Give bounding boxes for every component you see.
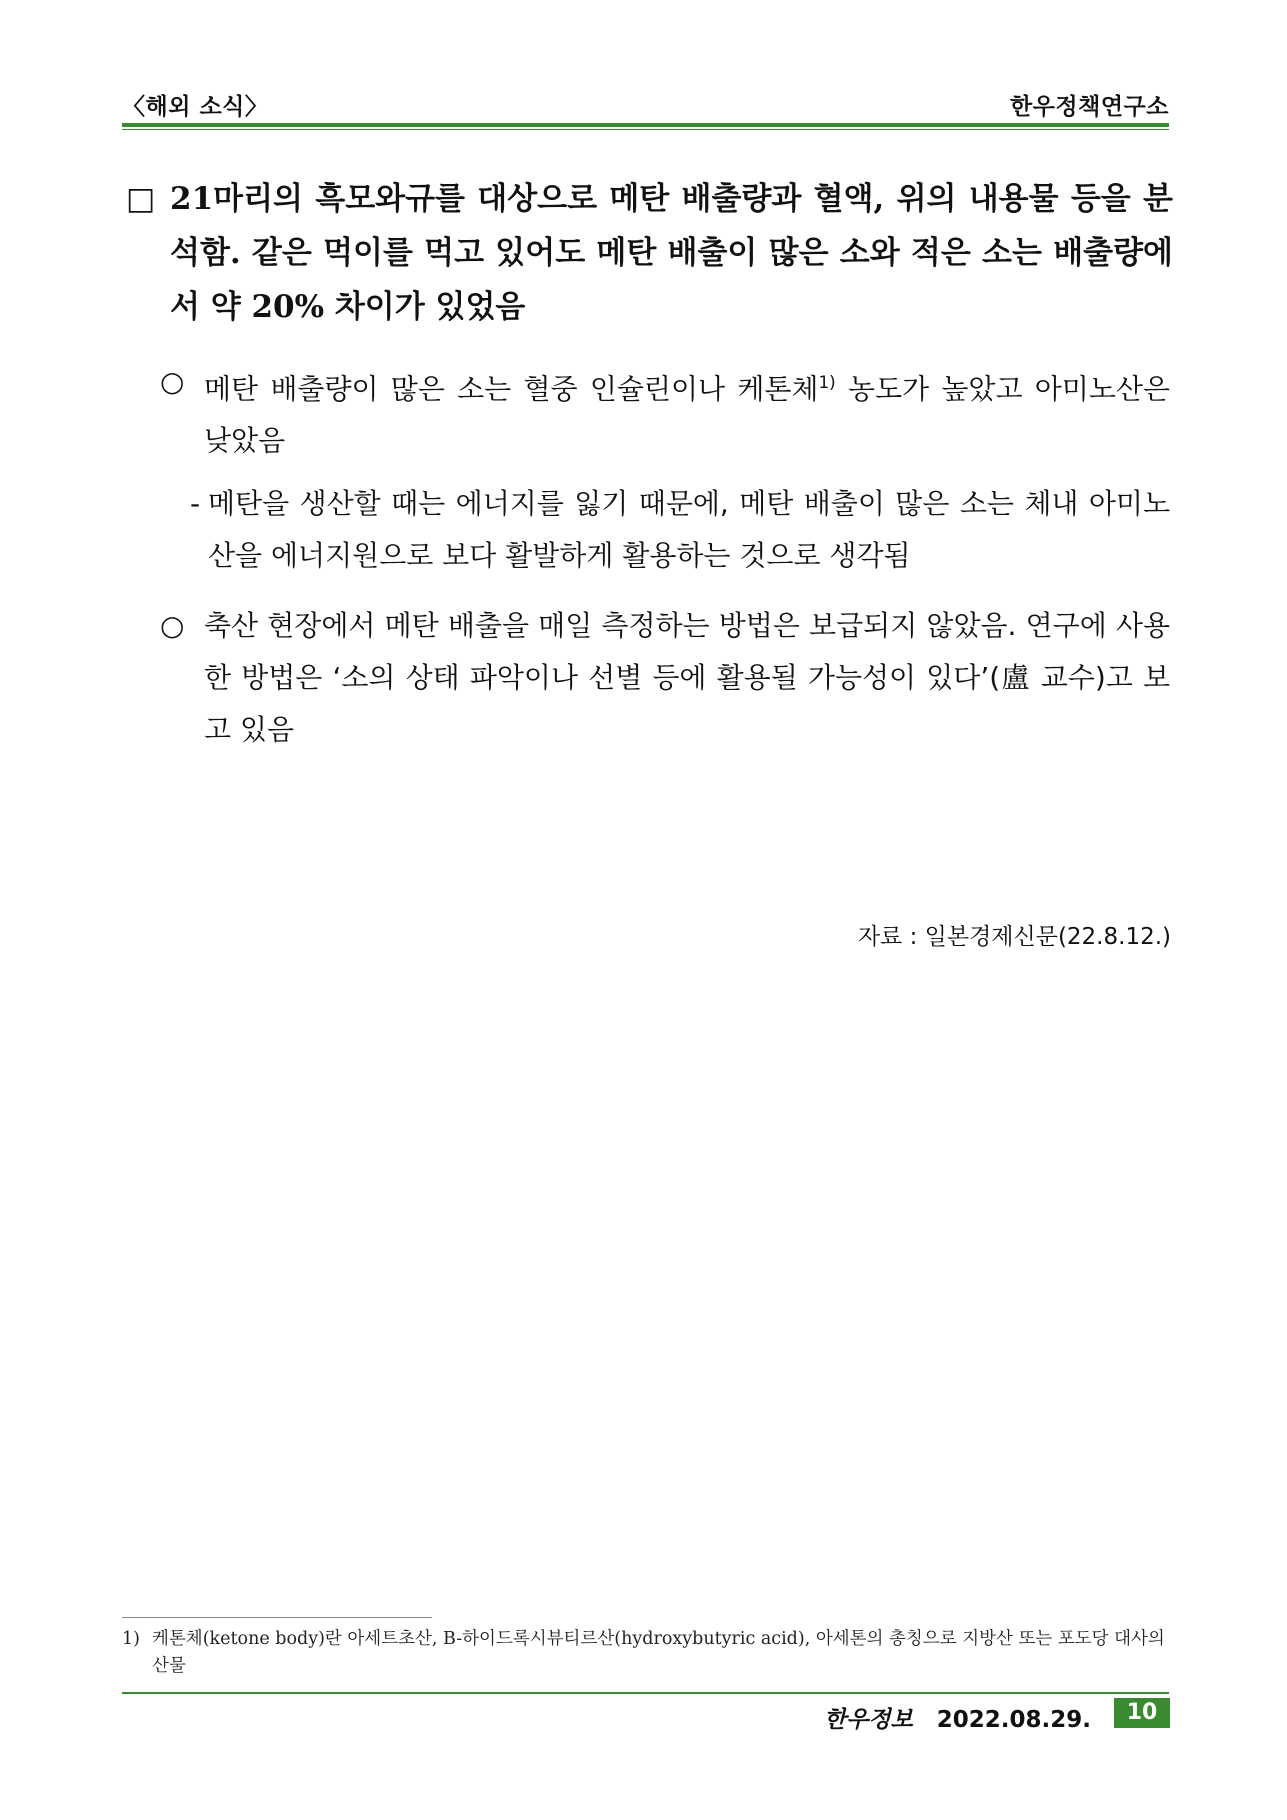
page-number: 10 xyxy=(1114,1698,1170,1728)
footnote-rule xyxy=(122,1617,432,1618)
footnote-text: 케톤체(ketone body)란 아세트초산, B-하이드록시뷰티르산(hydroxybutyric acid), 아세톤의 총칭으로 지방산 또는 포도당 대사의 산물 xyxy=(152,1629,1165,1676)
footer-rule xyxy=(122,1692,1169,1694)
dash-item-text: 메탄을 생산할 때는 에너지를 잃기 때문에, 메탄 배출이 많은 소는 체내 아미노산을 에너지원으로 보다 활발하게 활용하는 것으로 생각됨 xyxy=(208,487,1170,572)
main-bullet-text: 21마리의 흑모와규를 대상으로 메탄 배출량과 혈액, 위의 내용물 등을 분석함. 같은 먹이를 먹고 있어도 메탄 배출이 많은 소와 적은 소는 배출량에서 약 20% 차이가 있었음 xyxy=(170,181,1173,325)
publication-brand: 한우정보 xyxy=(823,1707,913,1733)
sub-bullet-2-text: 축산 현장에서 메탄 배출을 매일 측정하는 방법은 보급되지 않았음. 연구에 사용한 방법은 ‘소의 상태 파악이나 선별 등에 활용될 가능성이 있다’(盧 교수)고 보고 있음 xyxy=(204,609,1170,746)
footer xyxy=(824,1701,1091,1734)
source-citation: 자료 : 일본경제신문(22.8.12.) xyxy=(857,924,1171,950)
organization-name: 한우정책연구소 xyxy=(1009,94,1169,120)
header-rule xyxy=(122,123,1169,127)
main-bullet xyxy=(126,172,1173,334)
sub-bullet-2 xyxy=(160,600,1170,756)
header-rule-thin xyxy=(122,129,1169,130)
sub-bullet-1-text-cont: 농도가 높았고 아미노산은 낮았음 xyxy=(204,372,1170,458)
circle-bullet-icon: ○ xyxy=(160,365,185,398)
circle-bullet-icon: ○ xyxy=(160,609,185,642)
publication-date: 2022.08.29. xyxy=(936,1707,1091,1733)
footnote xyxy=(122,1626,1172,1680)
dash-bullet-icon: - xyxy=(190,487,201,520)
footnote-ref[interactable]: 1) xyxy=(818,372,836,392)
footnote-number: 1) xyxy=(122,1629,140,1649)
dash-item xyxy=(190,478,1170,582)
square-bullet-icon: □ xyxy=(126,181,156,217)
sub-bullet-1 xyxy=(160,356,1170,467)
sub-bullet-1-text: 메탄 배출량이 많은 소는 혈중 인슐린이나 케톤체 xyxy=(204,372,819,406)
section-label: 〈해외 소식〉 xyxy=(122,94,269,120)
